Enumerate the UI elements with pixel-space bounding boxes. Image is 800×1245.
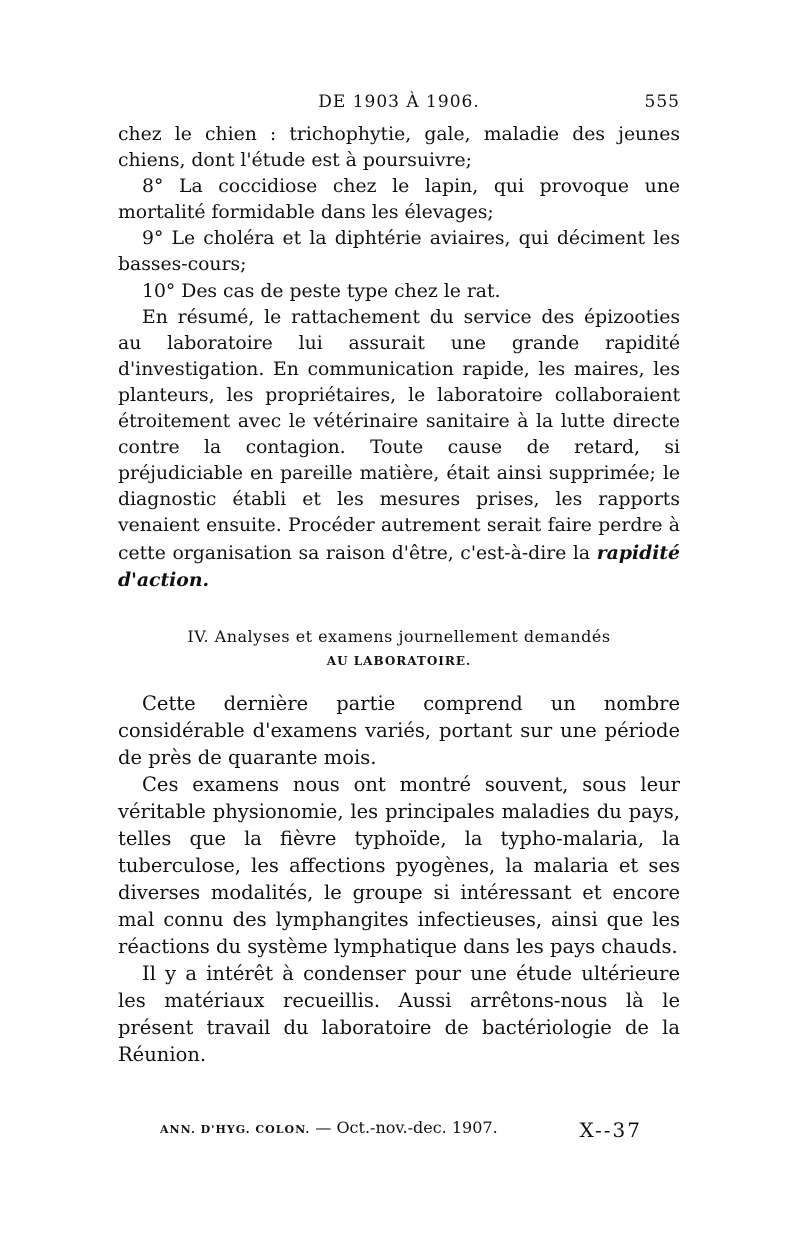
page-number: 555 bbox=[644, 92, 680, 112]
section-heading-line2: AU LABORATOIRE. bbox=[326, 653, 472, 668]
paragraph-analyses-1: Cette dernière partie comprend un nombre considérable d'examens variés, portant sur une période de près de quarante mois. bbox=[118, 691, 680, 769]
footer-dash: — bbox=[315, 1118, 332, 1137]
footer-signature: X--37 bbox=[579, 1118, 642, 1142]
running-title: DE 1903 À 1906. bbox=[318, 92, 480, 112]
paragraph-resume bbox=[118, 305, 680, 594]
footer-journal: ANN. D'HYG. COLON. bbox=[160, 1123, 311, 1136]
section-heading-line1: IV. Analyses et examens journellement demandés bbox=[187, 626, 611, 646]
paragraph-analyses-2: Ces examens nous ont montré souvent, sous leur véritable physionomie, les principales maladies du pays, telles que la fièvre typhoïde, la typho-malaria, la tuberculose, les affections pyogènes, la malaria et ses diverses modalités, le groupe si intéressant et encore mal connu des lymphangites infectieuses, ainsi que les réactions du système lymphatique dans les pays chauds. bbox=[118, 772, 680, 958]
body-text-part1 bbox=[118, 122, 680, 594]
list-item-8: 8° La coccidiose chez le lapin, qui provoque une mortalité formidable dans les élevages; bbox=[118, 176, 680, 224]
running-head bbox=[118, 92, 680, 122]
paragraph-resume-text: En résumé, le rattachement du service des épizooties au laboratoire lui assurait une grande rapidité d'investigation. En communication rapide, les maires, les planteurs, les propriétaires, le laboratoire collaboraient étroitement avec le vétérinaire sanitaire à la lutte directe contre la contagion. Toute cause de retard, si préjudiciable en pareille matière, était ainsi supprimée; le diagnostic établi et les mesures prises, les rapports venaient ensuite. Procéder autrement serait faire perdre à cette organisation sa raison d'être, c'est-à-dire la bbox=[118, 306, 680, 564]
section-heading bbox=[118, 624, 680, 672]
footer bbox=[160, 1118, 660, 1142]
body-text-part2 bbox=[118, 690, 680, 1068]
paragraph-resume-italic: rapidité d'action. bbox=[118, 541, 680, 591]
footer-date: Oct.-nov.-dec. 1907. bbox=[336, 1118, 498, 1137]
paragraph-continuation: chez le chien : trichophytie, gale, maladie des jeunes chiens, dont l'étude est à poursuivre; bbox=[118, 124, 680, 172]
list-item-9: 9° Le choléra et la diphtérie aviaires, qui déciment les basses-cours; bbox=[118, 228, 680, 276]
page bbox=[118, 92, 680, 1068]
list-item-10: 10° Des cas de peste type chez le rat. bbox=[142, 280, 501, 302]
paragraph-analyses-3: Il y a intérêt à condenser pour une étude ultérieure les matériaux recueillis. Aussi arrêtons-nous là le présent travail du laboratoire de bactériologie de la Réunion. bbox=[118, 961, 680, 1066]
